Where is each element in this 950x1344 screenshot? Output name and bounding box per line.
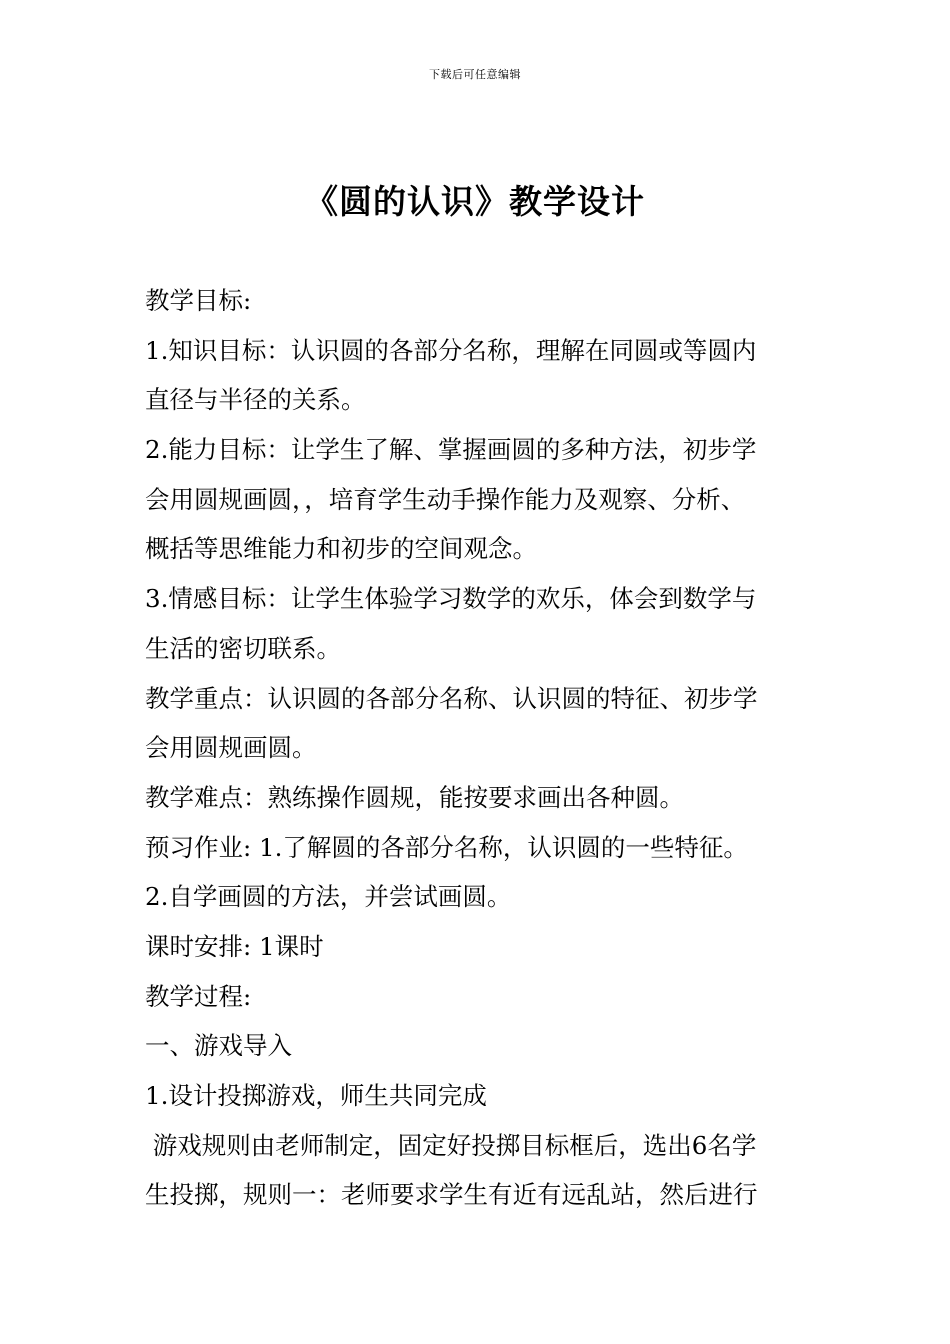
body-line: 课时安排: 1课时 [145, 931, 324, 961]
body-line: 预习作业: 1.了解圆的各部分名称，认识圆的一些特征。 [145, 832, 748, 862]
body-line: 教学重点：认识圆的各部分名称、认识圆的特征、初步学 [145, 683, 758, 713]
body-line: 2.自学画圆的方法，并尝试画圆。 [145, 882, 512, 912]
body-line: 生活的密切联系。 [145, 633, 341, 663]
body-line: 直径与半径的关系。 [145, 385, 366, 415]
body-line: 1.设计投掷游戏，师生共同完成 [145, 1081, 487, 1110]
body-line: 会用圆规画圆。 [145, 733, 317, 763]
body-line: 教学过程: [145, 981, 252, 1011]
body-line: 游戏规则由老师制定，固定好投掷目标框后，选出6名学 [145, 1130, 757, 1160]
body-line: 教学目标: [145, 286, 252, 315]
body-line: 教学难点：熟练操作圆规，能按要求画出各种圆。 [145, 782, 684, 812]
body-line: 会用圆规画圆，，培育学生动手操作能力及观察、分析、 [145, 484, 746, 514]
body-line: 1.知识目标：认识圆的各部分名称，理解在同圆或等圆内 [145, 335, 757, 365]
body-line: 3.情感目标：让学生体验学习数学的欢乐，体会到数学与 [145, 584, 757, 614]
body-line: 生投掷，规则一：老师要求学生有近有远乱站，然后进行 [145, 1180, 758, 1210]
document-body [145, 276, 810, 1220]
body-line: 一、游戏导入 [145, 1031, 292, 1061]
body-line: 概括等思维能力和初步的空间观念。 [145, 534, 537, 564]
document-title: 《圆的认识》教学设计 [305, 182, 645, 221]
body-line: 2.能力目标：让学生了解、掌握画圆的多种方法，初步学 [145, 435, 757, 465]
header-note: 下载后可任意编辑 [429, 68, 521, 81]
